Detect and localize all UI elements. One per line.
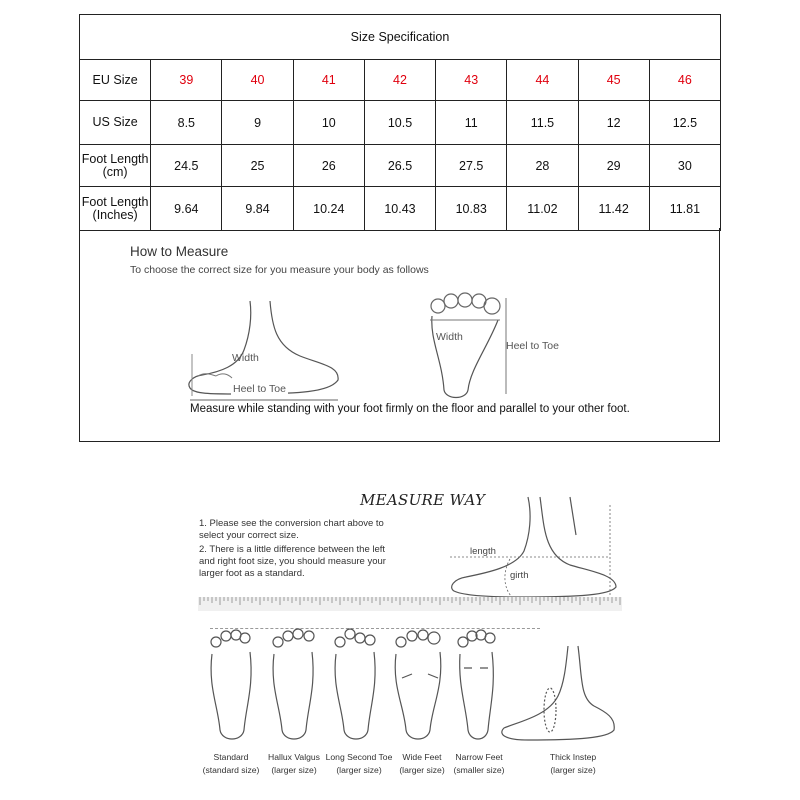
foot-types-illustration <box>198 626 618 746</box>
eu-size-cell: 45 <box>578 60 649 101</box>
girth-label: girth <box>510 570 529 581</box>
eu-size-cell: 42 <box>364 60 435 101</box>
top-width-label: Width <box>436 331 463 343</box>
row-header-us-size: US Size <box>80 101 151 145</box>
foot-type-note: (larger size) <box>399 764 445 775</box>
foot-type-note: (larger size) <box>271 764 317 775</box>
side-width-label: Width <box>232 352 259 364</box>
foot-type-standard <box>196 751 266 776</box>
length-label: length <box>470 546 496 557</box>
inch-cell: 10.24 <box>293 187 364 231</box>
cm-cell: 26.5 <box>364 145 435 187</box>
table-row-foot-length-cm <box>80 145 721 187</box>
foot-type-wide-feet <box>392 751 452 776</box>
inch-cell: 11.42 <box>578 187 649 231</box>
foot-type-note: (smaller size) <box>453 764 505 775</box>
eu-size-cell: 43 <box>436 60 507 101</box>
eu-size-cell: 39 <box>151 60 222 101</box>
foot-type-narrow-feet <box>446 751 512 776</box>
eu-size-cell: 46 <box>649 60 720 101</box>
foot-type-name: Hallux Valgus <box>268 752 320 762</box>
us-size-cell: 8.5 <box>151 101 222 145</box>
us-size-cell: 11.5 <box>507 101 578 145</box>
inch-cell: 11.02 <box>507 187 578 231</box>
how-to-measure-title: How to Measure <box>130 244 229 259</box>
side-heel-to-toe-label: Heel to Toe <box>233 383 286 395</box>
size-table <box>79 14 721 231</box>
measure-way-title: MEASURE WAY <box>360 491 486 509</box>
ruler-icon <box>198 597 622 611</box>
table-title: Size Specification <box>80 15 721 60</box>
foot-type-note: (larger size) <box>336 764 382 775</box>
us-size-cell: 10 <box>293 101 364 145</box>
instruction-2: 2. There is a little difference between the left and right foot size, you should measure your larger foot as a standard. <box>199 544 386 579</box>
inch-cell: 9.84 <box>222 187 293 231</box>
eu-size-cell: 40 <box>222 60 293 101</box>
foot-type-note: (larger size) <box>550 764 596 775</box>
foot-type-name: Wide Feet <box>402 752 442 762</box>
cm-cell: 25 <box>222 145 293 187</box>
us-size-cell: 11 <box>436 101 507 145</box>
foot-type-thick-instep <box>540 751 606 776</box>
foot-type-name: Long Second Toe <box>325 752 393 762</box>
us-size-cell: 12 <box>578 101 649 145</box>
instruction-1: 1. Please see the conversion chart above to select your correct size. <box>199 518 384 541</box>
top-heel-to-toe-label: Heel to Toe <box>506 340 559 352</box>
cm-cell: 29 <box>578 145 649 187</box>
foot-type-name: Standard <box>213 752 249 762</box>
cm-cell: 28 <box>507 145 578 187</box>
foot-length-girth-illustration <box>440 495 620 605</box>
measure-note: Measure while standing with your foot firmly on the floor and parallel to your other foot. <box>190 403 630 415</box>
cm-cell: 30 <box>649 145 720 187</box>
cm-cell: 24.5 <box>151 145 222 187</box>
eu-size-cell: 44 <box>507 60 578 101</box>
foot-type-name: Thick Instep <box>549 752 597 762</box>
row-header-foot-length-inches: Foot Length (Inches) <box>80 187 151 231</box>
row-header-foot-length-cm: Foot Length (cm) <box>80 145 151 187</box>
us-size-cell: 9 <box>222 101 293 145</box>
cm-cell: 26 <box>293 145 364 187</box>
foot-type-note: (standard size) <box>202 764 260 775</box>
us-size-cell: 12.5 <box>649 101 720 145</box>
table-row-eu-size <box>80 60 721 101</box>
foot-type-name: Narrow Feet <box>455 752 503 762</box>
how-to-measure-panel <box>79 228 720 442</box>
us-size-cell: 10.5 <box>364 101 435 145</box>
table-row-us-size <box>80 101 721 145</box>
inch-cell: 10.83 <box>436 187 507 231</box>
how-to-measure-subtitle: To choose the correct size for you measure your body as follows <box>130 264 429 276</box>
row-header-eu-size: EU Size <box>80 60 151 101</box>
foot-type-hallux-valgus <box>262 751 326 776</box>
eu-size-cell: 41 <box>293 60 364 101</box>
cm-cell: 27.5 <box>436 145 507 187</box>
foot-type-long-second-toe <box>324 751 394 776</box>
table-row-foot-length-inches <box>80 187 721 231</box>
inch-cell: 9.64 <box>151 187 222 231</box>
inch-cell: 11.81 <box>649 187 720 231</box>
inch-cell: 10.43 <box>364 187 435 231</box>
